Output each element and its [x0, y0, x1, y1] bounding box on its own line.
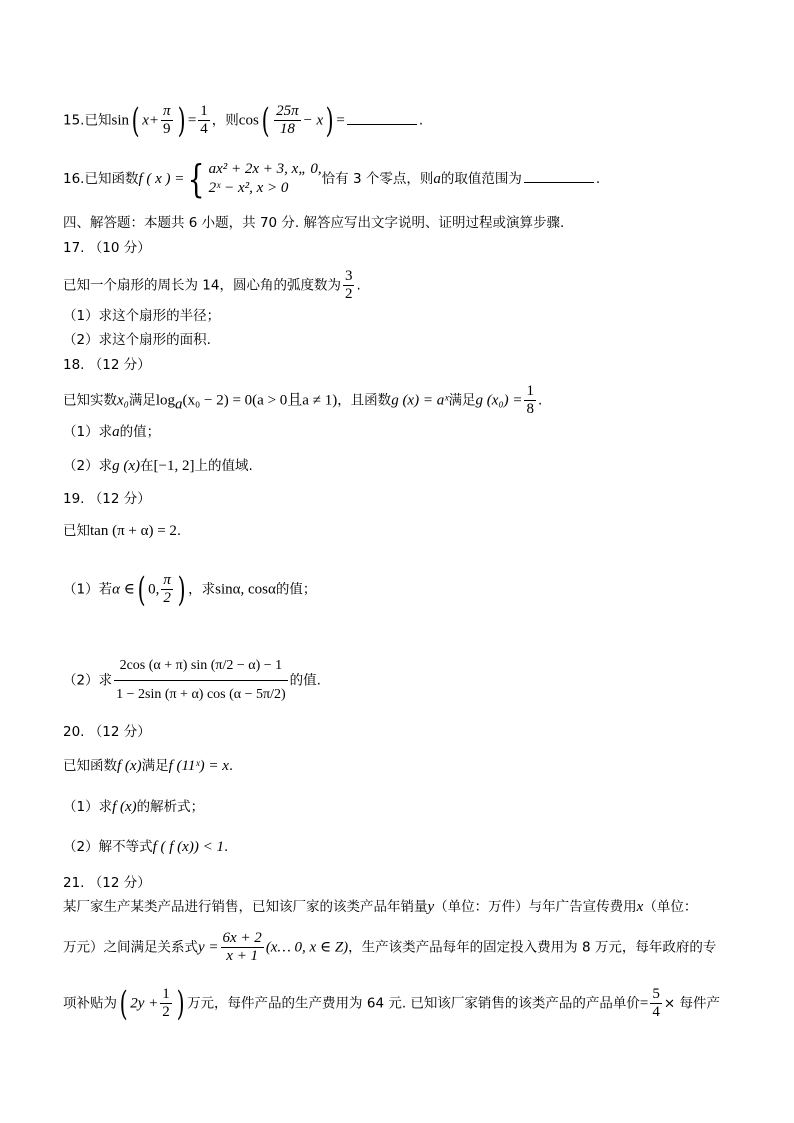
answer-blank[interactable] — [347, 110, 417, 125]
question-16: 16.已知函数f ( x ) ={ ax² + 2x + 3, x„ 0, 2ˣ − x², x > 0 恰有 3 个零点，则a的取值范围为 . — [63, 157, 601, 201]
question-18-head: 18. （12 分） — [63, 357, 151, 373]
question-number: 16. — [63, 171, 85, 187]
question-19-head: 19. （12 分） — [63, 491, 151, 507]
question-21-head: 21. （12 分） — [63, 875, 151, 891]
question-20-part-1: （1）求f (x)的解析式； — [63, 799, 205, 815]
question-15: 15.已知sin( x+ $\frac{\pi}{9}$ ) = $\frac{1}{4}$ ，则cos( $\frac{25\pi}{18}$ − x) = . — [63, 100, 424, 141]
fraction: $\frac{1}{2}$ — [162, 986, 170, 1020]
question-21-line-1: 某厂家生产某类产品进行销售，已知该厂家的该类产品年销量y（单位：万件）与年广告宣传费用x（单位： — [63, 899, 698, 915]
fraction: $\frac{6x + 2}{x + 1}$ — [222, 930, 262, 964]
question-17-part-1: （1）求这个扇形的半径； — [63, 308, 221, 324]
fraction: $\frac{\pi}{2}$ — [163, 572, 171, 606]
question-number: 15. — [63, 112, 85, 129]
question-21-line-3: 项补贴为( 2y + $\frac{1}{2}$ ) 万元，每件产品的生产费用为 64 元. 已知该厂家销售的该类产品的产品单价= $\frac{5}{4}$ × 每件产 — [63, 983, 720, 1024]
question-17-head: 17. （10 分） — [63, 240, 151, 256]
question-20-part-2: （2）解不等式f ( f (x)) < 1. — [63, 839, 229, 855]
fraction: $\frac{25\pi}{18}$ — [276, 103, 299, 137]
fraction: $\frac{1}{4}$ — [200, 103, 208, 137]
fraction: $\frac{\pi}{9}$ — [163, 103, 171, 137]
question-17-part-2: （2）求这个扇形的面积. — [63, 332, 211, 348]
fraction: $\frac{1}{8}$ — [526, 383, 534, 417]
question-18-part-2: （2）求g (x)在[−1, 2]上的值域. — [63, 458, 253, 474]
question-17-stem: 已知一个扇形的周长为 14，圆心角的弧度数为 $\frac{3}{2}$ . — [63, 268, 361, 302]
question-20-stem: 已知函数f (x)满足f (11ˣ) = x. — [63, 758, 234, 774]
question-20-head: 20. （12 分） — [63, 724, 151, 740]
piecewise-cases: ax² + 2x + 3, x„ 0, 2ˣ − x², x > 0 — [208, 161, 322, 196]
fraction: $\frac{5}{4}$ — [652, 986, 660, 1020]
question-21-line-2: 万元）之间满足关系式y = $\frac{6x + 2}{x + 1}$ (x… 0, x ∈ Z)，生产该类产品每年的固定投入费用为 8 万元，每年政府的专 — [63, 930, 717, 964]
answer-blank[interactable] — [524, 168, 594, 183]
question-18-part-1: （1）求a的值； — [63, 424, 161, 440]
section-heading: 四、解答题：本题共 6 小题，共 70 分. 解答应写出文字说明、证明过程或演算步骤. — [63, 215, 565, 231]
question-19-part-2: （2）求 $\frac{2\cos (\alpha + \pi) \sin (\pi/2 - \alpha) - 1}{1 - 2\sin (\pi + \alpha) \cos (\alpha - 5\pi/2)}$ 的值. — [63, 652, 754, 709]
question-19-stem: 已知tan (π + α) = 2. — [63, 523, 182, 539]
fraction: $\frac{3}{2}$ — [344, 268, 353, 302]
question-19-part-1: （1）若α ∈( 0, $\frac{\pi}{2}$ ) ，求sinα, cosα的值； — [63, 569, 317, 610]
fraction: $\frac{2\cos (\alpha + \pi) \sin (\pi/2 - \alpha) - 1}{1 - 2\sin (\pi + \alpha) \cos (\alpha - 5\pi/2)}$ — [114, 652, 288, 709]
question-18-stem: 已知实数x₀满足$\log_a(x_0 - 2) = 0(a > 0$且a ≠ 1)，且函数g (x) = aˣ满足g (x₀) = $\frac{1}{8}$ . — [63, 383, 543, 417]
